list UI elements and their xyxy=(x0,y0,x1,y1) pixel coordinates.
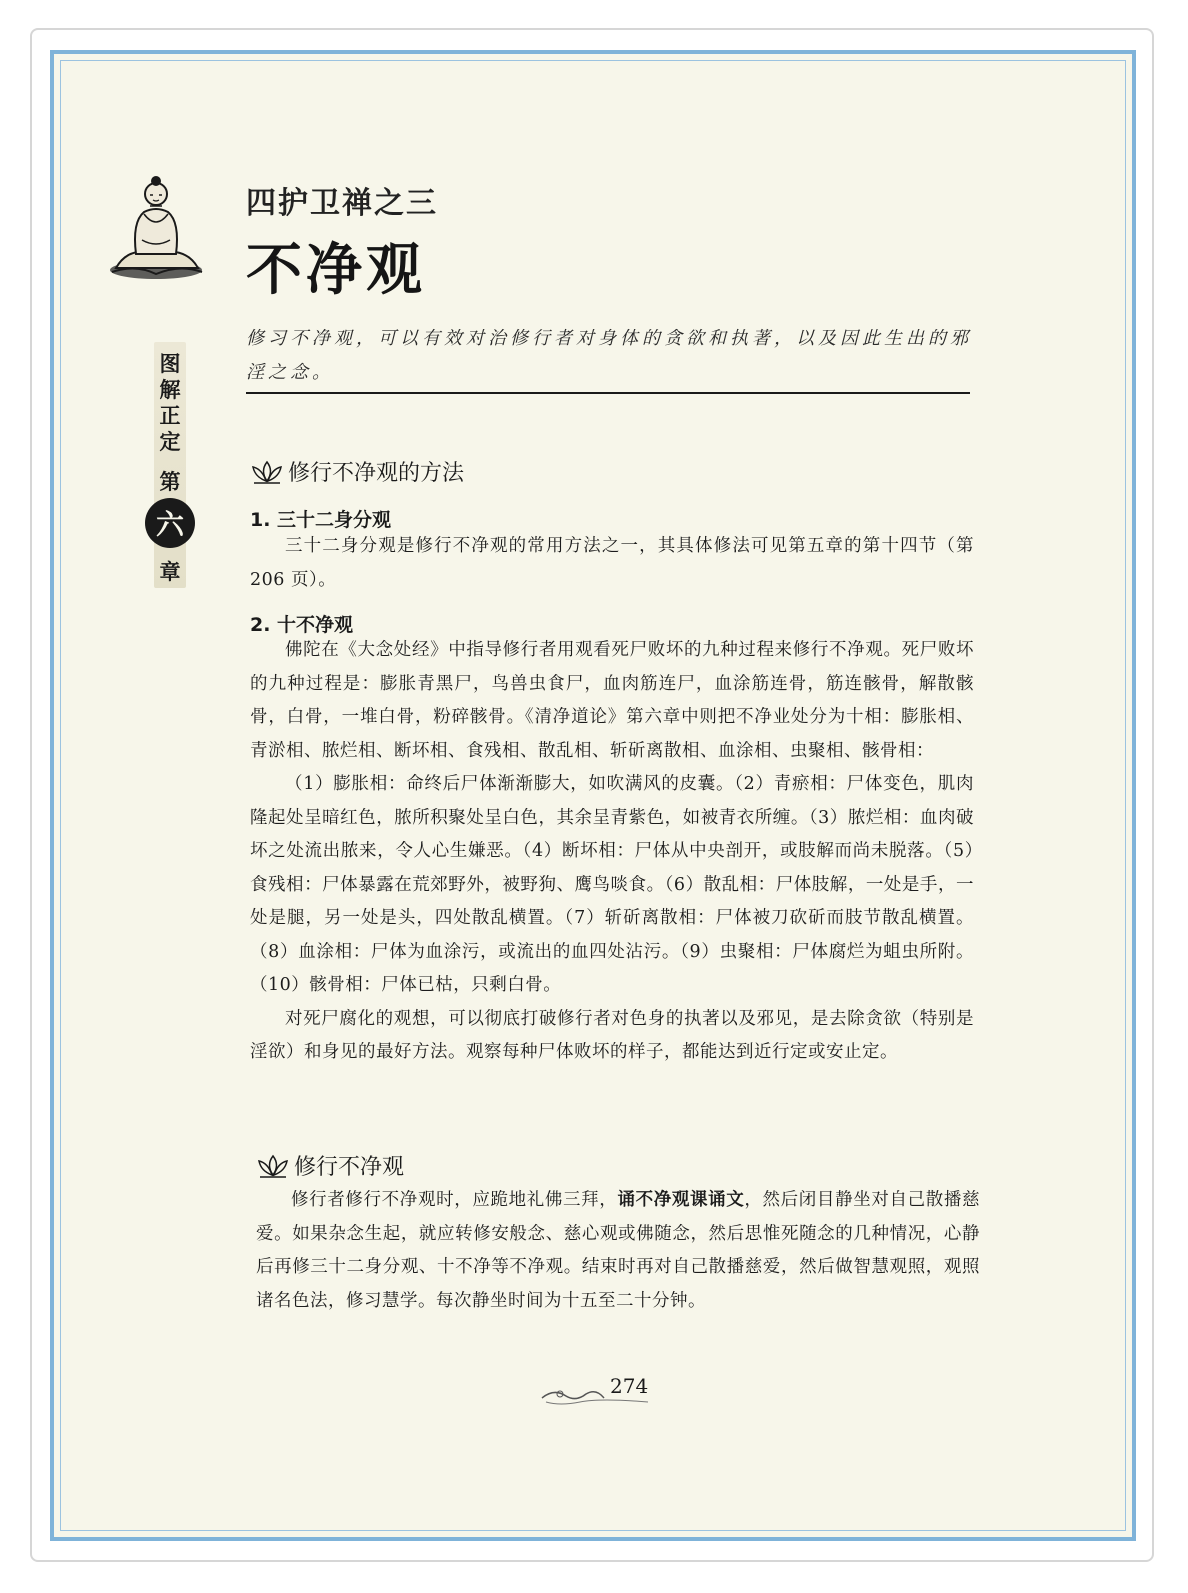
body-paragraph xyxy=(250,530,974,597)
buddha-figure-icon xyxy=(106,170,206,282)
text-run: ，然后闭目静坐对自己散播慈爱。如果杂念生起，就应转修安般念、慈心观或佛随念，然后思惟死随念的几种情况，心静后再修三十二身分观、十不净等不净观。结束时再对自己散播慈爱，然后做智慧观照，观照诸名色法，修习慧学。每次静坐时间为十五至二十分钟。 xyxy=(256,1190,981,1311)
bold-text: 诵不净观课诵文 xyxy=(617,1190,745,1210)
side-char: 解 xyxy=(159,378,181,402)
page-footer xyxy=(540,1372,660,1412)
page-number: 274 xyxy=(610,1374,649,1398)
side-char: 图 xyxy=(159,352,181,376)
lotus-icon xyxy=(256,1153,290,1179)
side-chapter-label xyxy=(150,342,190,592)
intro-text: 修习不净观，可以有效对治修行者对身体的贪欲和执著，以及因此生出的邪淫之念。 xyxy=(246,328,972,383)
section-heading-label: 修行不净观 xyxy=(294,1155,405,1180)
page-title: 不净观 xyxy=(246,237,426,303)
paragraph: （1）膨胀相：命终后尸体渐渐膨大，如吹满风的皮囊。（2）青瘀相：尸体变色，肌肉隆起处呈暗红色，脓所积聚处呈白色，其余呈青紫色，如被青衣所缠。（3）脓烂相：血肉破坏之处流出脓来，令人心生嫌恶。（4）断坏相：尸体从中央剖开，或肢解而尚未脱落。（5）食残相：尸体暴露在荒郊野外，被野狗、鹰鸟啖食。（6）散乱相：尸体肢解，一处是手，一处是腿，另一处是头，四处散乱横置。（7）斩斫离散相：尸体被刀砍斫而肢节散乱横置。（8）血涂相：尸体为血涂污，或流出的血四处沾污。（9）虫聚相：尸体腐烂为蛆虫所附。（10）骸骨相：尸体已枯，只剩白骨。 xyxy=(250,774,974,995)
subheading: 1. 三十二身分观 xyxy=(250,509,392,531)
body-paragraph xyxy=(250,634,974,1070)
paragraph xyxy=(256,1184,980,1318)
paragraph: 对死尸腐化的观想，可以彻底打破修行者对色身的执著以及邪见，是去除贪欲（特别是淫欲）和身见的最好方法。观察每种尸体败坏的样子，都能达到近行定或安止定。 xyxy=(250,1008,974,1062)
chapter-subtitle: 四护卫禅之三 xyxy=(246,186,438,221)
section-heading xyxy=(250,456,464,487)
side-char: 定 xyxy=(159,430,181,454)
side-char: 章 xyxy=(159,560,181,584)
section-heading-label: 修行不净观的方法 xyxy=(288,461,465,486)
section-heading xyxy=(256,1150,404,1181)
side-char: 正 xyxy=(159,404,181,428)
text-run: 修行者修行不净观时，应跪地礼佛三拜， xyxy=(291,1190,618,1210)
divider xyxy=(246,392,970,394)
paragraph: 三十二身分观是修行不净观的常用方法之一，其具体修法可见第五章的第十四节（第 206 页）。 xyxy=(250,536,974,590)
paragraph: 佛陀在《大念处经》中指导修行者用观看死尸败坏的九种过程来修行不净观。死尸败坏的九种过程是：膨胀青黑尸，鸟兽虫食尸，血肉筋连尸，血涂筋连骨，筋连骸骨，解散骸骨，白骨，一堆白骨，粉碎骸骨。《清净道论》第六章中则把不净业处分为十相：膨胀相、青淤相、脓烂相、断坏相、食残相、散乱相、斩斫离散相、血涂相、虫聚相、骸骨相： xyxy=(250,640,974,761)
chapter-number-badge: 六 xyxy=(145,498,195,548)
side-char: 第 xyxy=(159,470,181,494)
body-paragraph xyxy=(256,1184,980,1318)
subheading: 2. 十不净观 xyxy=(250,614,354,636)
lotus-icon xyxy=(250,459,284,485)
